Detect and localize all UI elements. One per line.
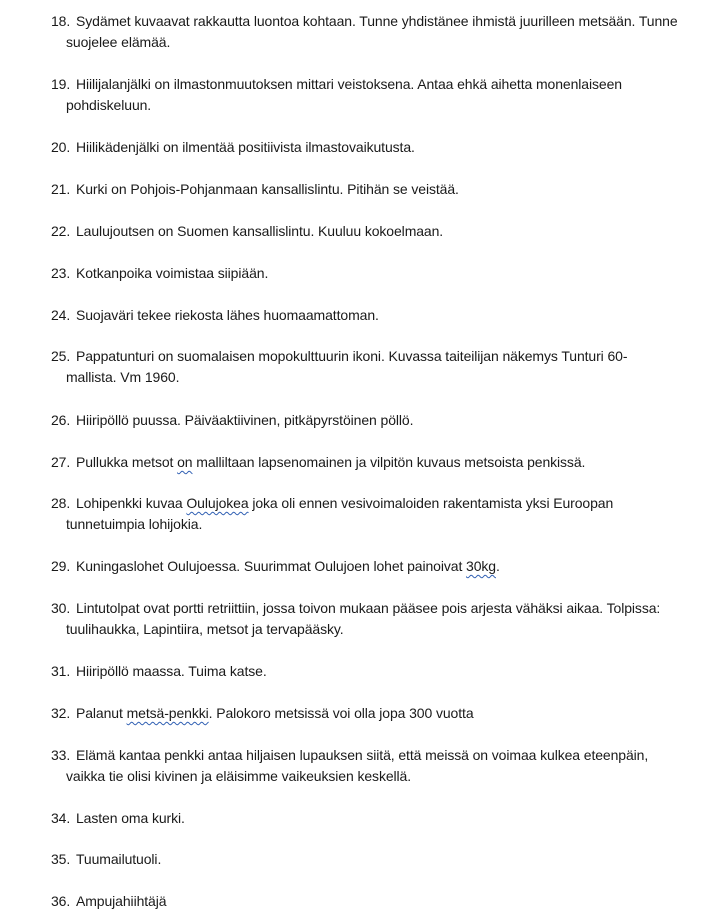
list-item	[51, 745, 711, 787]
item-number: 27.	[51, 454, 71, 470]
list-item	[51, 410, 711, 431]
list-item	[51, 493, 711, 535]
item-text: Hiilikädenjälki on ilmentää positiivista ilmastovaikutusta.	[76, 139, 415, 155]
item-text-continued: pohdiskeluun.	[66, 97, 152, 113]
list-item	[51, 598, 711, 640]
item-text-continued: suojelee elämää.	[66, 34, 171, 50]
item-text-continued: mallista. Vm 1960.	[66, 369, 180, 385]
item-number: 28.	[51, 495, 71, 511]
item-number: 33.	[51, 747, 71, 763]
item-text: Hiiripöllö maassa. Tuima katse.	[76, 663, 267, 679]
list-item	[51, 74, 711, 116]
list-item	[51, 263, 711, 284]
item-text: Kotkanpoika voimistaa siipiään.	[76, 265, 269, 281]
item-text: Pullukka metsot	[76, 454, 178, 470]
item-text: Palanut	[76, 705, 127, 721]
item-text: Lohipenkki kuvaa	[76, 495, 187, 511]
item-number: 36.	[51, 893, 71, 909]
list-item	[51, 11, 711, 53]
list-item	[51, 221, 711, 242]
spellcheck-underlined-word[interactable]: Oulujokea	[186, 495, 249, 511]
list-item	[51, 305, 711, 326]
spellcheck-underlined-word[interactable]: 30kg	[466, 558, 496, 574]
list-item	[51, 179, 711, 200]
item-text-continued: tuulihaukka, Lapintiira, metsot ja tervapääsky.	[66, 621, 344, 637]
item-text: Ampujahiihtäjä	[76, 893, 167, 909]
item-text: Pappatunturi on suomalaisen mopokulttuurin ikoni. Kuvassa taiteilijan näkemys Tunturi 60-	[76, 348, 628, 364]
item-number: 21.	[51, 181, 71, 197]
item-text: malliltaan lapsenomainen ja vilpitön kuvaus metsoista penkissä.	[192, 454, 586, 470]
list-item	[51, 346, 711, 388]
list-item	[51, 556, 711, 577]
spellcheck-underlined-word[interactable]: on	[177, 454, 193, 470]
item-text: Lintutolpat ovat portti retriittiin, jossa toivon mukaan pääsee pois arjesta vähäksi aikaa. Tolpissa:	[76, 600, 661, 616]
list-item	[51, 661, 711, 682]
item-text-continued: tunnetuimpia lohijokia.	[66, 516, 203, 532]
item-number: 23.	[51, 265, 71, 281]
list-item	[51, 137, 711, 158]
item-text: . Palokoro metsissä voi olla jopa 300 vuotta	[208, 705, 474, 721]
item-number: 18.	[51, 13, 71, 29]
item-text: Laulujoutsen on Suomen kansallislintu. Kuuluu kokoelmaan.	[76, 223, 444, 239]
item-text-continued: vaikka tie olisi kivinen ja eläisimme vaikeuksien keskellä.	[66, 768, 412, 784]
item-number: 24.	[51, 307, 71, 323]
item-text: Lasten oma kurki.	[76, 810, 185, 826]
item-text: Kurki on Pohjois-Pohjanmaan kansallislintu. Pitihän se veistää.	[76, 181, 459, 197]
item-text: .	[496, 558, 500, 574]
item-number: 22.	[51, 223, 71, 239]
item-text: Elämä kantaa penkki antaa hiljaisen lupauksen siitä, että meissä on voimaa kulkea eteenpäin,	[76, 747, 649, 763]
item-number: 25.	[51, 348, 71, 364]
item-number: 35.	[51, 851, 71, 867]
item-text: Hiilijalanjälki on ilmastonmuutoksen mittari veistoksena. Antaa ehkä aihetta monenlaiseen	[76, 76, 622, 92]
list-item	[51, 703, 711, 724]
item-number: 19.	[51, 76, 71, 92]
item-text: Kuningaslohet Oulujoessa. Suurimmat Oulujoen lohet painoivat	[76, 558, 467, 574]
item-text: Sydämet kuvaavat rakkautta luontoa kohtaan. Tunne yhdistänee ihmistä juurilleen metsään. Tunne	[76, 13, 678, 29]
item-number: 20.	[51, 139, 71, 155]
item-text: Suojaväri tekee riekosta lähes huomaamattoman.	[76, 307, 379, 323]
list-item	[51, 849, 711, 870]
list-item	[51, 452, 711, 473]
item-number: 34.	[51, 810, 71, 826]
list-item	[51, 891, 711, 912]
item-text: Tuumailutuoli.	[76, 851, 162, 867]
item-number: 32.	[51, 705, 71, 721]
item-text: joka oli ennen vesivoimaloiden rakentamista yksi Euroopan	[248, 495, 614, 511]
item-number: 26.	[51, 412, 71, 428]
item-number: 29.	[51, 558, 71, 574]
item-number: 31.	[51, 663, 71, 679]
spellcheck-underlined-word[interactable]: metsä-penkki	[126, 705, 209, 721]
item-text: Hiiripöllö puussa. Päiväaktiivinen, pitkäpyrstöinen pöllö.	[76, 412, 414, 428]
list-item	[51, 808, 711, 829]
item-number: 30.	[51, 600, 71, 616]
